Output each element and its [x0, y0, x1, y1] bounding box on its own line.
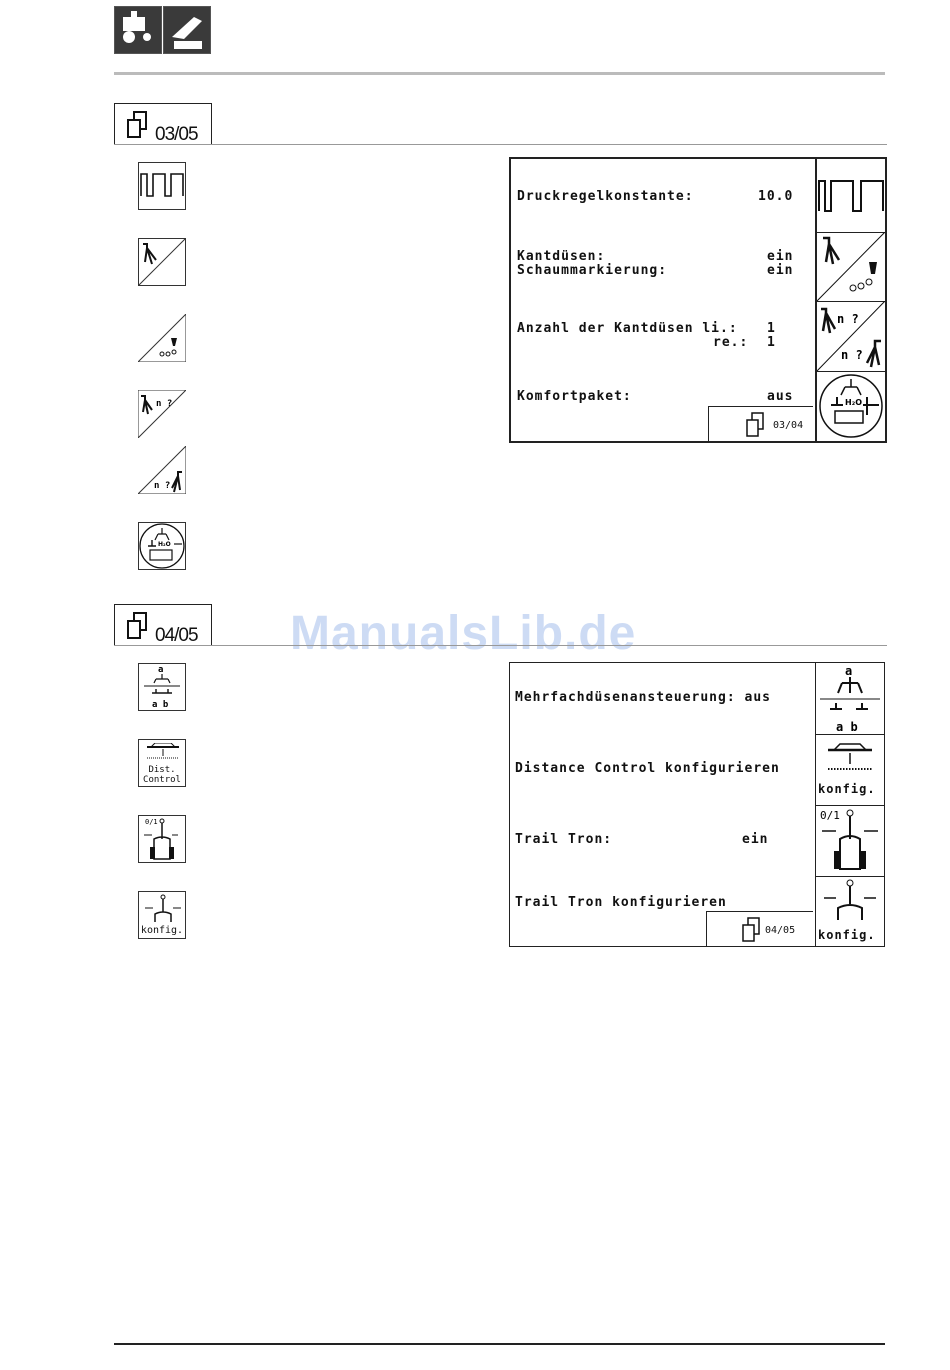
konfig-label: konfig. [140, 925, 184, 936]
plough-logo-icon [164, 7, 210, 53]
foam-marker-label: Schaummarkierung: [517, 263, 668, 278]
n-label: n ? [154, 481, 171, 491]
distance-control-icon [138, 739, 186, 787]
trailtron-label: 0/1 [820, 809, 840, 822]
edge-count-right-icon [138, 446, 186, 494]
screen-content [510, 663, 812, 946]
n-label: n ? [837, 312, 859, 326]
edge-count-icon [817, 301, 885, 371]
page-tab-04 [114, 604, 212, 645]
screen-page-indicator [706, 911, 813, 946]
softkey-column [815, 159, 885, 441]
trailtron-config-icon [138, 891, 186, 939]
edge-count-right-value: 1 [767, 335, 776, 350]
softkey-edge-foam[interactable] [817, 232, 885, 302]
page-tab-03 [114, 103, 212, 144]
softkey-trailtron-config[interactable] [816, 876, 884, 946]
comfort-package-value: aus [767, 389, 794, 404]
page-tab-label: 03/05 [155, 124, 198, 145]
pulse-icon [138, 162, 186, 210]
pressure-constant-label: Druckregelkonstante: [517, 189, 694, 204]
pulse-icon [817, 159, 885, 232]
screen-page-indicator [708, 406, 813, 441]
edge-count-right-label: re.: [713, 335, 749, 350]
screen-content [511, 159, 813, 441]
boom-icon [145, 743, 181, 759]
multi-top-label: a [845, 664, 853, 678]
section-divider [114, 144, 887, 145]
trailtron-icon [822, 878, 878, 922]
softkey-distance-control[interactable] [816, 734, 884, 806]
foam-marker-value: ein [767, 263, 794, 278]
multi-nozzle-icon [816, 663, 884, 734]
header-rule [114, 72, 885, 75]
trailtron-icon [143, 894, 183, 924]
comfort-package-icon [138, 522, 186, 570]
trailtron-config-line: Trail Tron konfigurieren [515, 895, 727, 910]
screen-page-number: 04/05 [765, 925, 796, 936]
softkey-trailtron[interactable] [816, 805, 884, 877]
h2o-label: H₂O [845, 398, 862, 407]
n-label: n ? [841, 348, 863, 362]
edge-nozzle-icon [138, 238, 186, 286]
watermark: ManualsLib.de [290, 607, 637, 660]
page-tab-label: 04/05 [155, 625, 198, 646]
softkey-konfig-label: konfig. [818, 782, 876, 796]
terminal-screen-03 [509, 157, 887, 443]
screen-page-number: 03/04 [773, 420, 804, 431]
pages-icon [125, 611, 151, 641]
bbg-logo [163, 6, 211, 54]
edge-nozzles-value: ein [767, 249, 794, 264]
comfort-package-icon [817, 371, 885, 441]
multi-bottom-label: a b [836, 720, 858, 734]
trailtron-label: 0/1 [145, 818, 158, 826]
trailtron-icon [816, 805, 884, 876]
trailtron-label: Trail Tron: [515, 832, 613, 847]
multi-top-label: a [158, 665, 164, 675]
softkey-multi-nozzle[interactable] [816, 663, 884, 735]
multi-nozzle-icon [138, 663, 186, 711]
h2o-label: H₂O [158, 541, 171, 548]
dist-line1: Dist. [148, 765, 176, 775]
dist-line2: Control [143, 775, 181, 785]
multi-bottom-label: a b [152, 700, 169, 710]
softkey-pressure[interactable] [817, 159, 885, 233]
pages-icon [125, 110, 151, 140]
distance-control-line: Distance Control konfigurieren [515, 761, 780, 776]
trailtron-value: ein [742, 832, 769, 847]
footer-rule [114, 1343, 885, 1345]
multi-nozzle-line: Mehrfachdüsenansteuerung: aus [515, 690, 771, 705]
softkey-edge-count[interactable] [817, 301, 885, 372]
softkey-comfort[interactable] [817, 371, 885, 441]
pages-icon [743, 411, 769, 439]
section-divider [114, 645, 887, 646]
pressure-constant-value: 10.0 [758, 189, 794, 204]
edge-count-left-icon [138, 390, 186, 438]
edge-count-left-value: 1 [767, 321, 776, 336]
pages-icon [739, 916, 765, 944]
boom-icon [826, 742, 874, 772]
tractor-logo-icon [115, 7, 161, 53]
softkey-column [815, 663, 884, 946]
softkey-konfig-label: konfig. [818, 928, 876, 942]
comfort-package-label: Komfortpaket: [517, 389, 632, 404]
edge-nozzle-foam-icon [817, 232, 885, 301]
edge-count-left-label: Anzahl der Kantdüsen li.: [517, 321, 738, 336]
n-label: n ? [156, 399, 173, 409]
trailtron-icon [138, 815, 186, 863]
amazone-logo [114, 6, 162, 54]
edge-nozzles-label: Kantdüsen: [517, 249, 606, 264]
terminal-screen-04 [509, 662, 885, 947]
foam-marker-icon [138, 314, 186, 362]
